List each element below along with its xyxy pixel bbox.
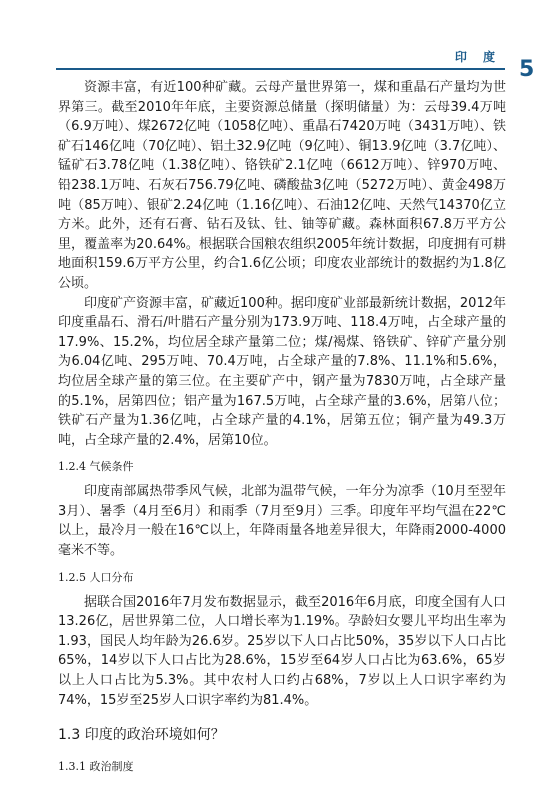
- section-heading-politics: 1.3 印度的政治环境如何？: [58, 727, 225, 744]
- paragraph-climate: 印度南部属热带季风气候，北部为温带气候，一年分为凉季（10月至翌年3月）、暑季（4月至6月）和雨季（7月至9月）三季。印度年平均气温在22℃以上，最冷月一般在16℃以上，年降雨量各地差异很大，年降雨2000-4000毫米不等。: [58, 484, 506, 559]
- page-body: [58, 78, 506, 782]
- section-heading-political-system: 1.3.1 政治制度: [58, 760, 134, 774]
- header-rule: [56, 68, 505, 70]
- section-heading-population: 1.2.5 人口分布: [58, 570, 134, 584]
- page-header: [0, 0, 559, 80]
- paragraph-population: 据联合国2016年7月发布数据显示，截至2016年6月底，印度全国有人口13.26亿，居世界第二位，人口增长率为1.19%。孕龄妇女婴儿平均出生率为1.93，国民人均年龄为26.6岁。25岁以下人口占比50%，35岁以下人口占比65%，14岁以下人口占比为28.6%，15岁至64岁人口占比为63.6%，65岁以上人口占比为5.3%。其中农村人口约占68%，7岁以上人口识字率约为74%，15岁至25岁人口识字率约为81.4%。: [58, 594, 506, 708]
- section-heading-climate: 1.2.4 气候条件: [58, 460, 134, 474]
- paragraph-minerals: 印度矿产资源丰富，矿藏近100种。据印度矿业部最新统计数据，2012年印度重晶石、滑石/叶腊石产量分别为173.9万吨、118.4万吨，占全球产量的17.9%、15.2%，均位居全球产量第二位；煤/褐煤、铬铁矿、锌矿产量分别为6.04亿吨、295万吨、70.4万吨，占全球产量的7.8%、11.1%和5.6%，均位居全球产量的第三位。在主要矿产中，钢产量为7830万吨，占全球产量的5.1%，居第四位；铝产量为167.5万吨，占全球产量的3.6%，居第八位；铁矿石产量为1.36亿吨，占全球产量的4.1%，居第五位；铜产量为49.3万吨，占全球产量的2.4%，居第10位。: [58, 295, 506, 448]
- running-head: 印 度: [454, 50, 501, 64]
- page-number: 5: [519, 57, 535, 82]
- paragraph-resources: 资源丰富，有近100种矿藏。云母产量世界第一，煤和重晶石产量均为世界第三。截至2010年年底，主要资源总储量（探明储量）为：云母39.4万吨（6.9万吨）、煤2672亿吨（1058亿吨）、重晶石7420万吨（3431万吨）、铁矿石146亿吨（70亿吨）、铝土32.9亿吨（9亿吨）、铜13.9亿吨（3.7亿吨）、锰矿石3.78亿吨（1.38亿吨）、铬铁矿2.1亿吨（6612万吨）、锌970万吨、铅238.1万吨、石灰石756.79亿吨、磷酸盐3亿吨（5272万吨）、黄金498万吨（85万吨）、银矿2.24亿吨（1.16亿吨）、石油12亿吨、天然气14370亿立方米。此外，还有石膏、钻石及钛、钍、铀等矿藏。森林面积67.8万平方公里，覆盖率为20.64%。根据联合国粮农组织2005年统计数据，印度拥有可耕地面积159.6万平方公里，约合1.6亿公顷；印度农业部统计的数据约为1.8亿公顷。: [58, 80, 506, 291]
